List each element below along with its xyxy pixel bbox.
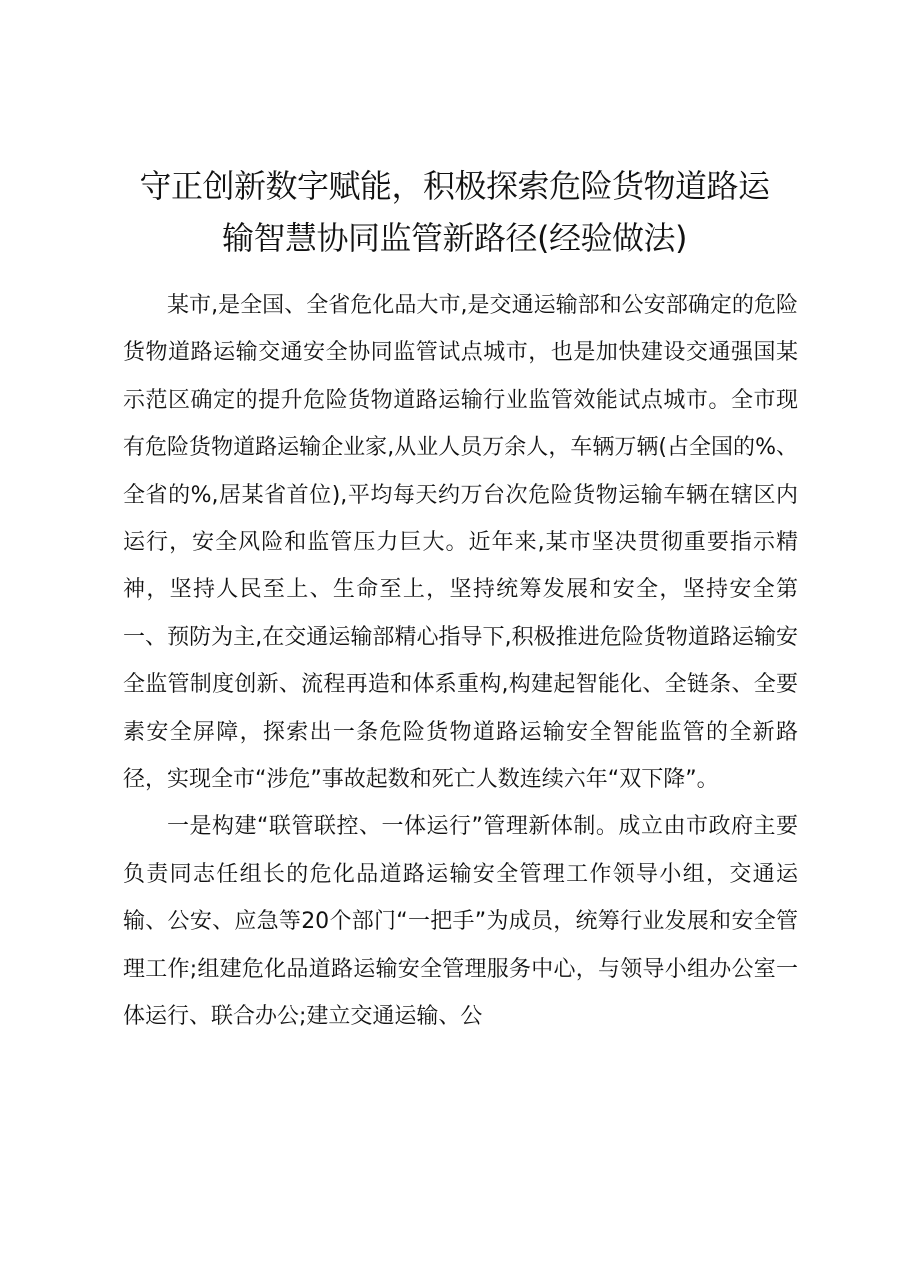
paragraph-first-measure: 一是构建“联管联控、一体运行”管理新体制。成立由市政府主要负责同志任组长的危化品道路运输安全管理工作领导小组，交通运输、公安、应急等20个部门“一把手”为成员，统筹行业发展和安全管理工作;组建危化品道路运输安全管理服务中心，与领导小组办公室一体运行、联合办公;建立交通运输、公: [123, 814, 798, 1030]
document-body: [123, 282, 798, 1041]
title-line-2: 输智慧协同监管新路径(经验做法): [222, 219, 687, 257]
paragraph-intro: 某市,是全国、全省危化品大市,是交通运输部和公安部确定的危险货物道路运输交通安全协同监管试点城市，也是加快建设交通强国某示范区确定的提升危险货物道路运输行业监管效能试点城市。全市现有危险货物道路运输企业家,从业人员万余人，车辆万辆(占全国的%、全省的%,居某省首位),平均每天约万台次危险货物运输车辆在辖区内运行，安全风险和监管压力巨大。近年来,某市坚决贯彻重要指示精神，坚持人民至上、生命至上，坚持统筹发展和安全，坚持安全第一、预防为主,在交通运输部精心指导下,积极推进危险货物道路运输安全监管制度创新、流程再造和体系重构,构建起智能化、全链条、全要素安全屏障，探索出一条危险货物道路运输安全智能监管的全新路径，实现全市“涉危”事故起数和死亡人数连续六年“双下降”。: [123, 293, 798, 793]
title-line-1: 守正创新数字赋能，积极探索危险货物道路运: [139, 167, 770, 205]
document-title: [100, 160, 809, 264]
